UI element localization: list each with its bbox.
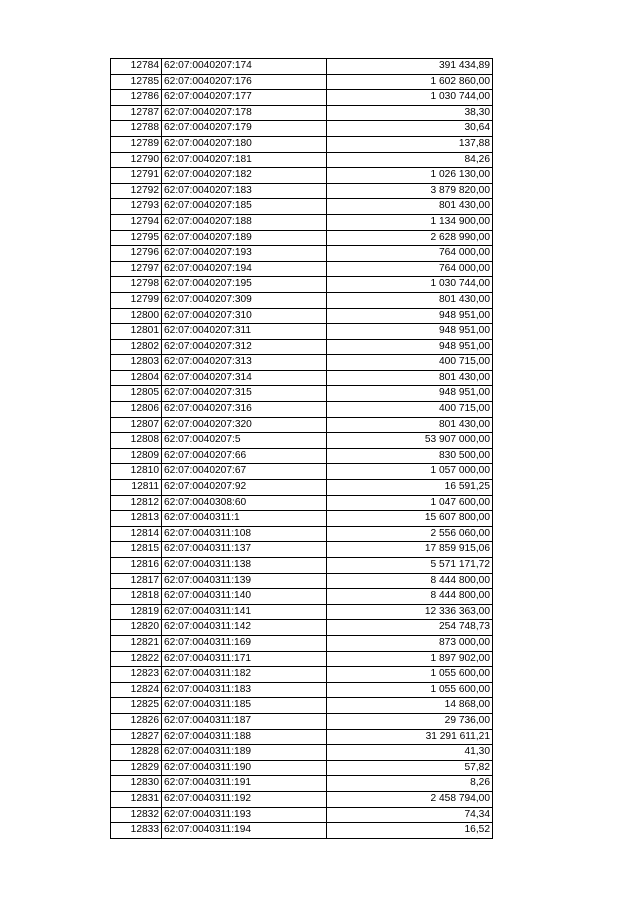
row-number-cell: 12832: [111, 807, 162, 823]
row-number-cell: 12826: [111, 713, 162, 729]
cadastral-number-cell: 62:07:0040207:195: [162, 277, 327, 293]
spreadsheet-page: [110, 58, 493, 839]
table-row: [111, 526, 493, 542]
table-row: [111, 464, 493, 480]
cadastral-number-cell: 62:07:0040207:309: [162, 292, 327, 308]
row-number-cell: 12796: [111, 246, 162, 262]
cadastral-number-cell: 62:07:0040311:193: [162, 807, 327, 823]
value-cell: 801 430,00: [327, 292, 493, 308]
row-number-cell: 12816: [111, 558, 162, 574]
value-cell: 948 951,00: [327, 308, 493, 324]
value-cell: 1 602 860,00: [327, 74, 493, 90]
value-cell: 14 868,00: [327, 698, 493, 714]
value-cell: 801 430,00: [327, 417, 493, 433]
row-number-cell: 12784: [111, 59, 162, 75]
row-number-cell: 12825: [111, 698, 162, 714]
cadastral-number-cell: 62:07:0040207:66: [162, 448, 327, 464]
table-row: [111, 168, 493, 184]
value-cell: 764 000,00: [327, 246, 493, 262]
value-cell: 57,82: [327, 760, 493, 776]
row-number-cell: 12793: [111, 199, 162, 215]
row-number-cell: 12827: [111, 729, 162, 745]
value-cell: 2 628 990,00: [327, 230, 493, 246]
cadastral-number-cell: 62:07:0040311:169: [162, 635, 327, 651]
cadastral-number-cell: 62:07:0040207:314: [162, 370, 327, 386]
cadastral-number-cell: 62:07:0040207:316: [162, 402, 327, 418]
cadastral-number-cell: 62:07:0040207:189: [162, 230, 327, 246]
cadastral-number-cell: 62:07:0040311:192: [162, 791, 327, 807]
value-cell: 30,64: [327, 121, 493, 137]
row-number-cell: 12812: [111, 495, 162, 511]
value-cell: 400 715,00: [327, 402, 493, 418]
row-number-cell: 12785: [111, 74, 162, 90]
row-number-cell: 12790: [111, 152, 162, 168]
cadastral-number-cell: 62:07:0040207:320: [162, 417, 327, 433]
row-number-cell: 12833: [111, 823, 162, 839]
cadastral-number-cell: 62:07:0040311:141: [162, 604, 327, 620]
row-number-cell: 12818: [111, 589, 162, 605]
cadastral-number-cell: 62:07:0040311:108: [162, 526, 327, 542]
table-row: [111, 651, 493, 667]
table-row: [111, 776, 493, 792]
table-row: [111, 339, 493, 355]
cadastral-number-cell: 62:07:0040207:92: [162, 480, 327, 496]
row-number-cell: 12786: [111, 90, 162, 106]
table-row: [111, 105, 493, 121]
table-row: [111, 433, 493, 449]
table-row: [111, 713, 493, 729]
table-row: [111, 292, 493, 308]
cadastral-number-cell: 62:07:0040207:177: [162, 90, 327, 106]
table-row: [111, 635, 493, 651]
row-number-cell: 12810: [111, 464, 162, 480]
row-number-cell: 12811: [111, 480, 162, 496]
cadastral-number-cell: 62:07:0040311:185: [162, 698, 327, 714]
cadastral-number-cell: 62:07:0040207:181: [162, 152, 327, 168]
value-cell: 1 057 000,00: [327, 464, 493, 480]
value-cell: 1 030 744,00: [327, 277, 493, 293]
value-cell: 15 607 800,00: [327, 511, 493, 527]
table-row: [111, 402, 493, 418]
value-cell: 1 030 744,00: [327, 90, 493, 106]
table-row: [111, 230, 493, 246]
table-row: [111, 277, 493, 293]
row-number-cell: 12803: [111, 355, 162, 371]
table-row: [111, 604, 493, 620]
table-row: [111, 136, 493, 152]
cadastral-number-cell: 62:07:0040207:5: [162, 433, 327, 449]
table-row: [111, 558, 493, 574]
cadastral-number-cell: 62:07:0040311:191: [162, 776, 327, 792]
table-row: [111, 791, 493, 807]
table-row: [111, 74, 493, 90]
value-cell: 53 907 000,00: [327, 433, 493, 449]
cadastral-number-cell: 62:07:0040311:137: [162, 542, 327, 558]
row-number-cell: 12828: [111, 745, 162, 761]
row-number-cell: 12791: [111, 168, 162, 184]
row-number-cell: 12787: [111, 105, 162, 121]
value-cell: 8,26: [327, 776, 493, 792]
cadastral-number-cell: 62:07:0040311:187: [162, 713, 327, 729]
table-row: [111, 807, 493, 823]
value-cell: 2 556 060,00: [327, 526, 493, 542]
table-body: [111, 59, 493, 839]
cadastral-number-cell: 62:07:0040311:188: [162, 729, 327, 745]
table-row: [111, 573, 493, 589]
table-row: [111, 495, 493, 511]
row-number-cell: 12815: [111, 542, 162, 558]
table-row: [111, 370, 493, 386]
table-row: [111, 152, 493, 168]
cadastral-number-cell: 62:07:0040207:183: [162, 183, 327, 199]
row-number-cell: 12819: [111, 604, 162, 620]
table-row: [111, 121, 493, 137]
cadastral-number-cell: 62:07:0040308:60: [162, 495, 327, 511]
cadastral-number-cell: 62:07:0040207:182: [162, 168, 327, 184]
cadastral-number-cell: 62:07:0040311:189: [162, 745, 327, 761]
row-number-cell: 12801: [111, 324, 162, 340]
cadastral-number-cell: 62:07:0040207:313: [162, 355, 327, 371]
value-cell: 8 444 800,00: [327, 573, 493, 589]
row-number-cell: 12814: [111, 526, 162, 542]
value-cell: 948 951,00: [327, 339, 493, 355]
table-row: [111, 59, 493, 75]
cadastral-number-cell: 62:07:0040207:174: [162, 59, 327, 75]
row-number-cell: 12831: [111, 791, 162, 807]
cadastral-number-cell: 62:07:0040207:193: [162, 246, 327, 262]
table-row: [111, 90, 493, 106]
row-number-cell: 12797: [111, 261, 162, 277]
value-cell: 1 055 600,00: [327, 667, 493, 683]
table-row: [111, 261, 493, 277]
cadastral-number-cell: 62:07:0040311:194: [162, 823, 327, 839]
table-row: [111, 823, 493, 839]
table-row: [111, 729, 493, 745]
value-cell: 38,30: [327, 105, 493, 121]
row-number-cell: 12807: [111, 417, 162, 433]
value-cell: 801 430,00: [327, 370, 493, 386]
value-cell: 1 055 600,00: [327, 682, 493, 698]
value-cell: 400 715,00: [327, 355, 493, 371]
table-row: [111, 214, 493, 230]
row-number-cell: 12823: [111, 667, 162, 683]
cadastral-number-cell: 62:07:0040207:315: [162, 386, 327, 402]
table-row: [111, 246, 493, 262]
value-cell: 948 951,00: [327, 324, 493, 340]
cadastral-number-cell: 62:07:0040207:176: [162, 74, 327, 90]
row-number-cell: 12789: [111, 136, 162, 152]
row-number-cell: 12808: [111, 433, 162, 449]
cadastral-number-cell: 62:07:0040207:188: [162, 214, 327, 230]
cadastral-number-cell: 62:07:0040311:138: [162, 558, 327, 574]
cadastral-values-table: [110, 58, 493, 839]
cadastral-number-cell: 62:07:0040207:185: [162, 199, 327, 215]
row-number-cell: 12802: [111, 339, 162, 355]
cadastral-number-cell: 62:07:0040207:194: [162, 261, 327, 277]
row-number-cell: 12795: [111, 230, 162, 246]
table-row: [111, 199, 493, 215]
value-cell: 74,34: [327, 807, 493, 823]
cadastral-number-cell: 62:07:0040207:180: [162, 136, 327, 152]
value-cell: 137,88: [327, 136, 493, 152]
value-cell: 1 134 900,00: [327, 214, 493, 230]
cadastral-number-cell: 62:07:0040311:140: [162, 589, 327, 605]
cadastral-number-cell: 62:07:0040311:171: [162, 651, 327, 667]
table-row: [111, 417, 493, 433]
table-row: [111, 324, 493, 340]
value-cell: 254 748,73: [327, 620, 493, 636]
table-row: [111, 698, 493, 714]
row-number-cell: 12824: [111, 682, 162, 698]
row-number-cell: 12798: [111, 277, 162, 293]
row-number-cell: 12813: [111, 511, 162, 527]
cadastral-number-cell: 62:07:0040207:310: [162, 308, 327, 324]
row-number-cell: 12822: [111, 651, 162, 667]
value-cell: 873 000,00: [327, 635, 493, 651]
row-number-cell: 12800: [111, 308, 162, 324]
value-cell: 16,52: [327, 823, 493, 839]
value-cell: 1 047 600,00: [327, 495, 493, 511]
table-row: [111, 386, 493, 402]
value-cell: 41,30: [327, 745, 493, 761]
cadastral-number-cell: 62:07:0040311:1: [162, 511, 327, 527]
row-number-cell: 12830: [111, 776, 162, 792]
table-row: [111, 183, 493, 199]
table-row: [111, 745, 493, 761]
value-cell: 764 000,00: [327, 261, 493, 277]
table-row: [111, 667, 493, 683]
value-cell: 8 444 800,00: [327, 589, 493, 605]
value-cell: 948 951,00: [327, 386, 493, 402]
cadastral-number-cell: 62:07:0040207:179: [162, 121, 327, 137]
table-row: [111, 542, 493, 558]
table-row: [111, 589, 493, 605]
row-number-cell: 12805: [111, 386, 162, 402]
value-cell: 84,26: [327, 152, 493, 168]
value-cell: 2 458 794,00: [327, 791, 493, 807]
cadastral-number-cell: 62:07:0040207:311: [162, 324, 327, 340]
cadastral-number-cell: 62:07:0040311:183: [162, 682, 327, 698]
value-cell: 12 336 363,00: [327, 604, 493, 620]
table-row: [111, 682, 493, 698]
value-cell: 31 291 611,21: [327, 729, 493, 745]
table-row: [111, 760, 493, 776]
row-number-cell: 12804: [111, 370, 162, 386]
row-number-cell: 12821: [111, 635, 162, 651]
row-number-cell: 12794: [111, 214, 162, 230]
value-cell: 3 879 820,00: [327, 183, 493, 199]
row-number-cell: 12820: [111, 620, 162, 636]
row-number-cell: 12792: [111, 183, 162, 199]
value-cell: 16 591,25: [327, 480, 493, 496]
row-number-cell: 12799: [111, 292, 162, 308]
cadastral-number-cell: 62:07:0040207:67: [162, 464, 327, 480]
cadastral-number-cell: 62:07:0040311:190: [162, 760, 327, 776]
cadastral-number-cell: 62:07:0040207:178: [162, 105, 327, 121]
table-row: [111, 448, 493, 464]
table-row: [111, 480, 493, 496]
row-number-cell: 12806: [111, 402, 162, 418]
row-number-cell: 12817: [111, 573, 162, 589]
cadastral-number-cell: 62:07:0040311:139: [162, 573, 327, 589]
value-cell: 830 500,00: [327, 448, 493, 464]
value-cell: 1 026 130,00: [327, 168, 493, 184]
table-row: [111, 511, 493, 527]
cadastral-number-cell: 62:07:0040207:312: [162, 339, 327, 355]
row-number-cell: 12809: [111, 448, 162, 464]
value-cell: 29 736,00: [327, 713, 493, 729]
cadastral-number-cell: 62:07:0040311:182: [162, 667, 327, 683]
value-cell: 391 434,89: [327, 59, 493, 75]
row-number-cell: 12829: [111, 760, 162, 776]
table-row: [111, 620, 493, 636]
row-number-cell: 12788: [111, 121, 162, 137]
value-cell: 17 859 915,06: [327, 542, 493, 558]
table-row: [111, 308, 493, 324]
value-cell: 5 571 171,72: [327, 558, 493, 574]
value-cell: 801 430,00: [327, 199, 493, 215]
value-cell: 1 897 902,00: [327, 651, 493, 667]
cadastral-number-cell: 62:07:0040311:142: [162, 620, 327, 636]
table-row: [111, 355, 493, 371]
